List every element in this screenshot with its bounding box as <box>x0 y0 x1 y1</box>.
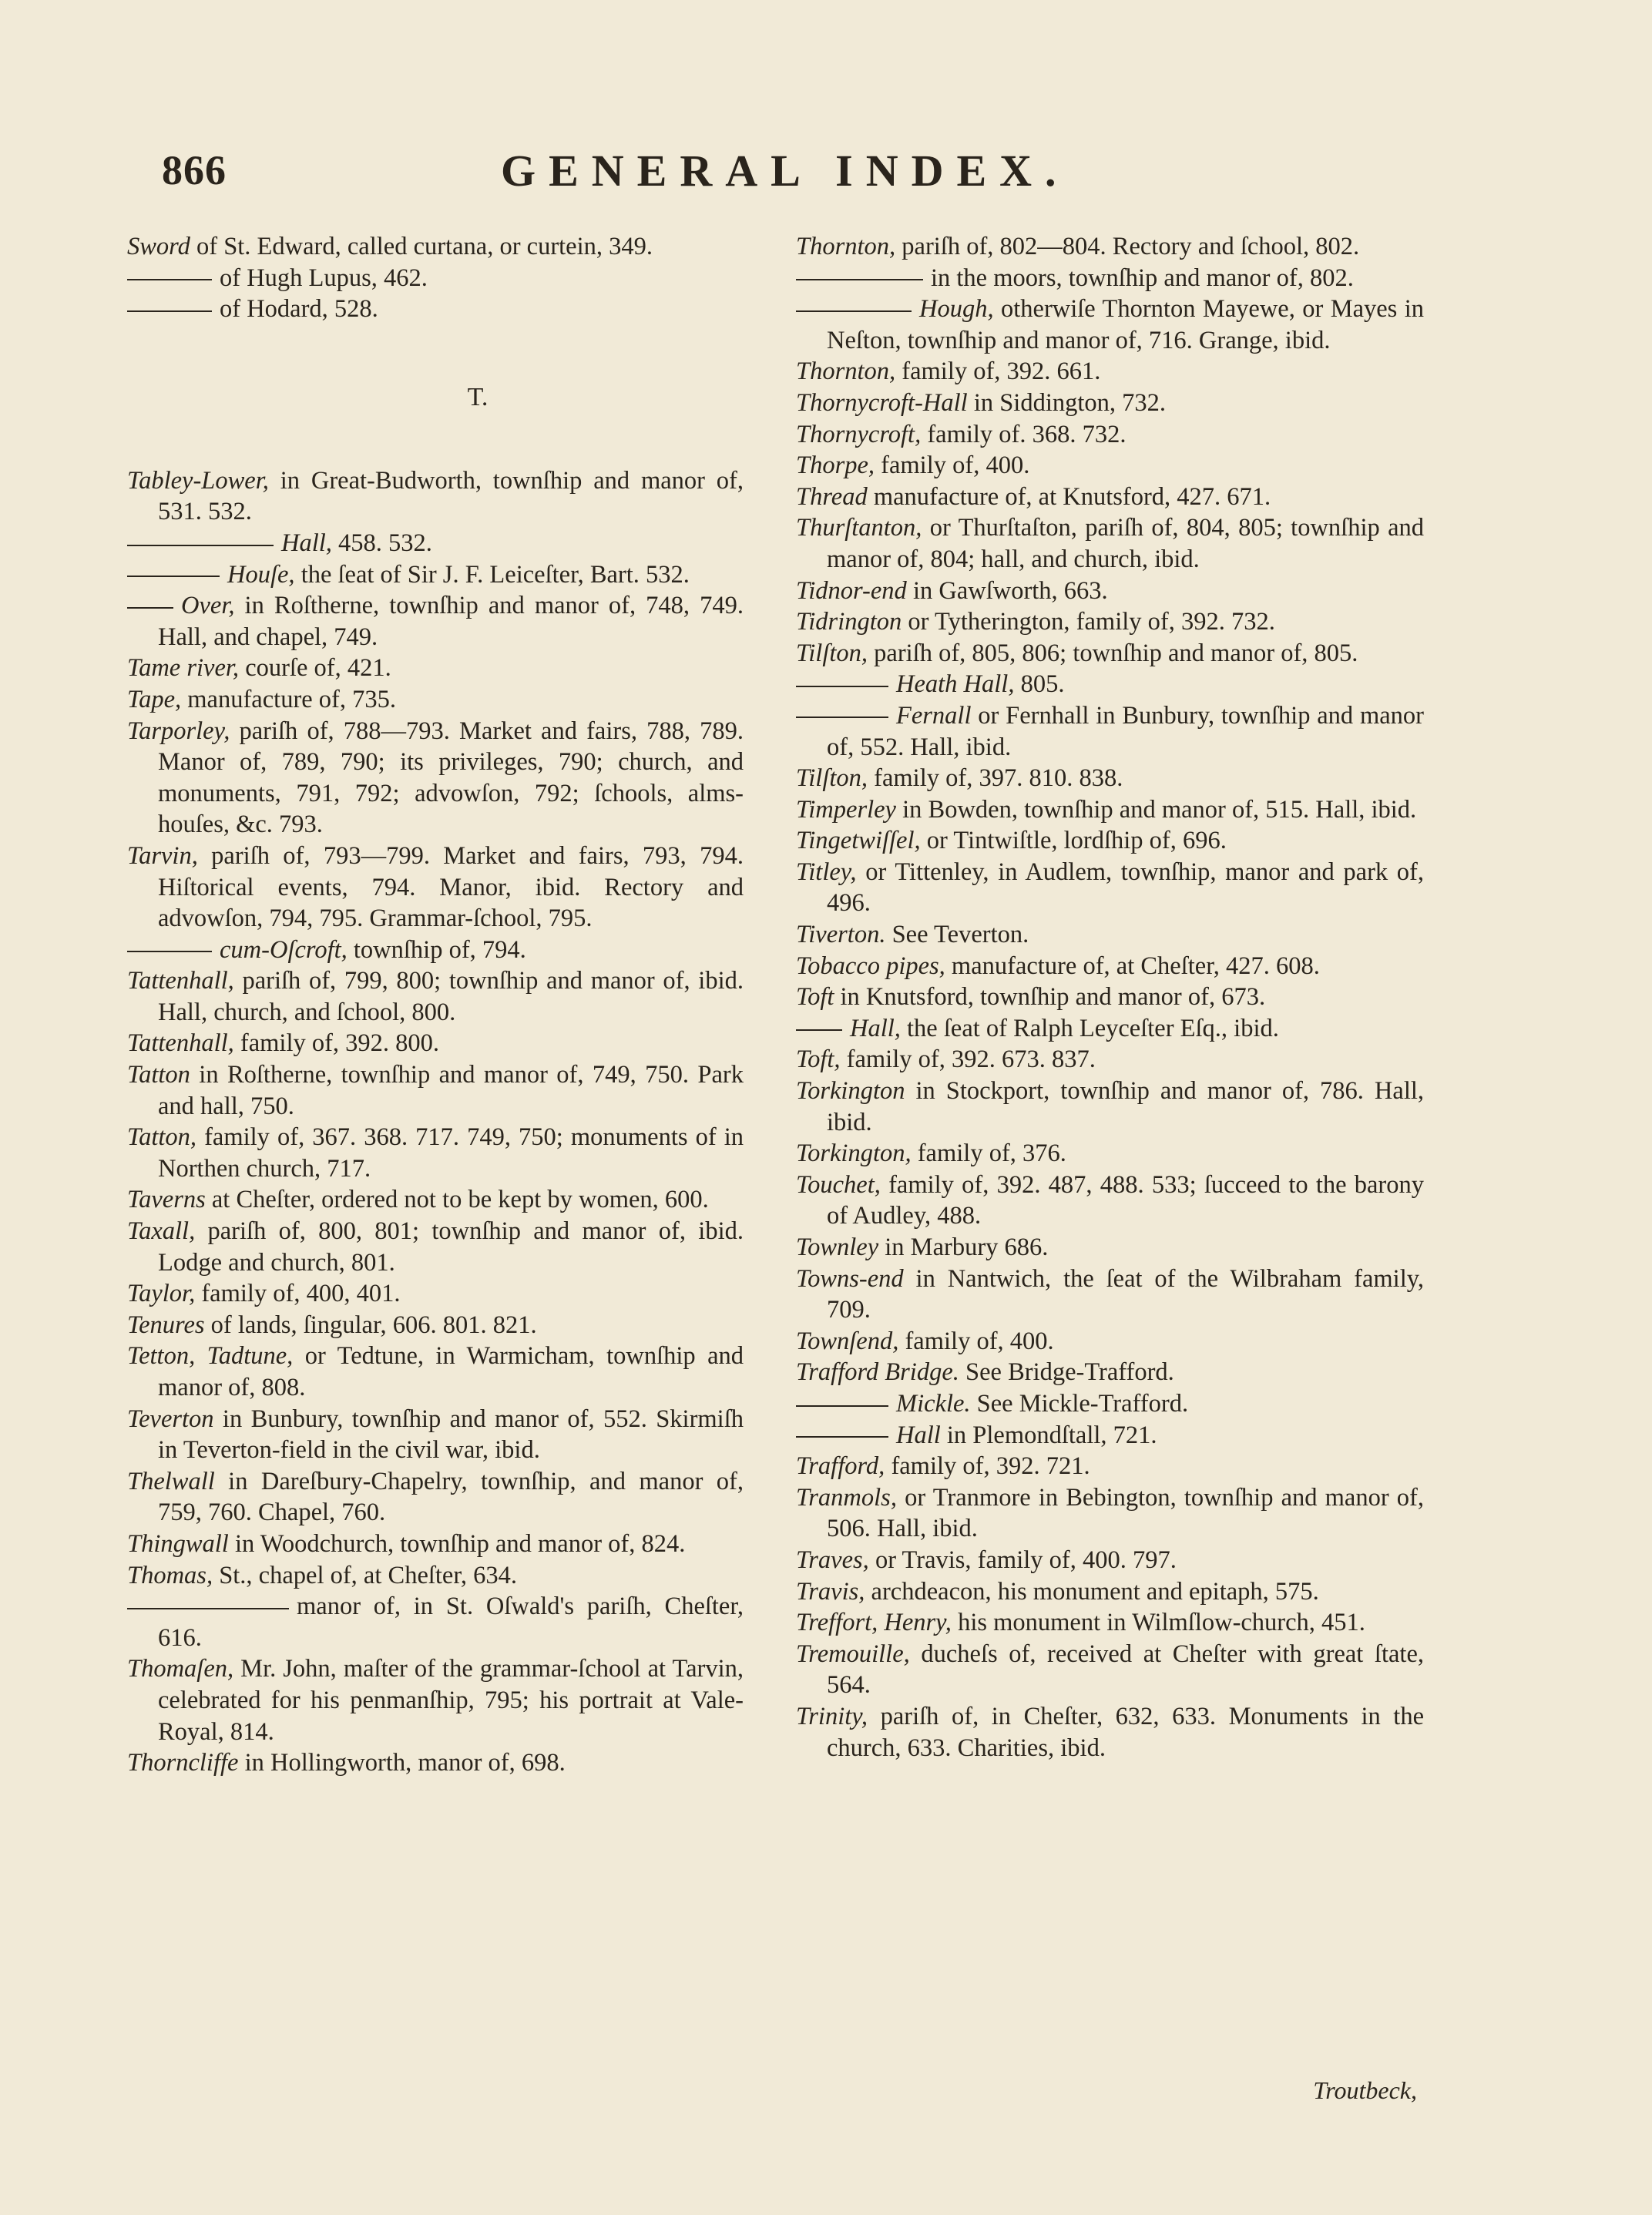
entry-text: family of, 400, 401. <box>195 1280 401 1308</box>
entry-text: 805. <box>1014 670 1065 699</box>
entry-text: in Hollingworth, manor of, 698. <box>238 1749 566 1777</box>
entry-text: in Roſtherne, townſhip and manor of, 748, 749. Hall, and chapel, 749. <box>158 592 744 651</box>
index-entry <box>796 857 1424 919</box>
page-number: 866 <box>162 147 227 193</box>
entry-head: Thomas, <box>127 1561 213 1589</box>
entry-text: his monument in Wilmſlow-church, 451. <box>951 1609 1365 1637</box>
entry-head: Sword <box>127 233 190 260</box>
entry-text: See Bridge-Trafford. <box>959 1358 1174 1387</box>
ditto-dash <box>796 1405 888 1407</box>
entry-head: Tilſton, <box>796 639 868 667</box>
left-column <box>127 231 744 1779</box>
index-entry <box>796 1420 1424 1451</box>
entry-head: Tarporley, <box>127 717 230 745</box>
index-entry <box>796 794 1424 826</box>
entry-text: in Gawſworth, 663. <box>906 576 1108 605</box>
entry-text: or Fernhall in Bunbury, townſhip and manor of, 552. Hall, ibid. <box>827 701 1424 761</box>
entry-head: Taxall, <box>127 1217 196 1246</box>
entry-head: Thornycroft-Hall <box>796 388 968 417</box>
entry-text: ducheſs of, received at Cheſter with great ſtate, 564. <box>827 1639 1424 1700</box>
ditto-dash <box>127 310 212 312</box>
entry-head: Travis, <box>796 1577 865 1606</box>
index-entry <box>127 1059 744 1122</box>
right-column <box>796 231 1424 1764</box>
index-entry <box>796 294 1424 356</box>
entry-head: Thurſtanton, <box>796 514 922 542</box>
index-entry <box>796 1326 1424 1358</box>
entry-text: St., chapel of, at Cheſter, 634. <box>213 1561 517 1589</box>
ditto-dash <box>796 1029 842 1031</box>
ditto-dash <box>127 576 220 577</box>
entry-subhead: Over, <box>181 592 235 620</box>
entry-text: townſhip of, 794. <box>347 935 526 964</box>
index-entry <box>127 1404 744 1466</box>
index-entry <box>796 263 1424 294</box>
catchword: Troutbeck, <box>1313 2076 1417 2104</box>
index-entry <box>127 965 744 1028</box>
index-entry <box>127 1028 744 1059</box>
entry-text: See Teverton. <box>885 921 1029 949</box>
entry-head: Tetton, Tadtune, <box>127 1342 294 1371</box>
entry-subhead: Hall <box>896 1421 941 1449</box>
entry-text: in Siddington, 732. <box>967 388 1167 417</box>
entry-head: Townſend, <box>796 1327 899 1355</box>
ditto-dash <box>127 607 173 609</box>
section-letter: T. <box>467 382 489 411</box>
index-entry <box>796 1013 1424 1045</box>
entry-head: Thelwall <box>127 1467 215 1495</box>
entry-subhead: Hough, <box>919 295 994 324</box>
index-entry <box>127 1529 744 1560</box>
index-entry <box>127 263 744 294</box>
index-entry <box>796 1576 1424 1608</box>
entry-head: Thorpe, <box>796 451 875 480</box>
entry-text: family of, 400. <box>875 451 1030 480</box>
ditto-dash <box>127 279 212 280</box>
entry-head: Trafford, <box>796 1452 885 1481</box>
entry-subhead: Houſe, <box>227 560 295 589</box>
index-entry <box>127 841 744 935</box>
index-entry <box>796 1170 1424 1232</box>
index-entry <box>796 951 1424 982</box>
index-entry <box>796 482 1424 513</box>
entry-head: Thorncliffe <box>127 1749 239 1777</box>
entry-text: at Cheſter, ordered not to be kept by women, 600. <box>205 1186 709 1214</box>
index-entry <box>796 669 1424 700</box>
entry-text: 458. 532. <box>331 529 432 557</box>
index-entry <box>796 1451 1424 1482</box>
index-entry <box>127 716 744 841</box>
entry-text: or Thurſtaſton, pariſh of, 804, 805; townſhip and manor of, 804; hall, and church, ibid. <box>827 514 1424 573</box>
entry-text: family of, 367. 368. 717. 749, 750; monuments of in Northen church, 717. <box>158 1123 744 1183</box>
entry-head: Touchet, <box>796 1170 881 1199</box>
entry-head: Thornton, <box>796 233 896 260</box>
entry-head: Taylor, <box>127 1280 196 1308</box>
index-entry <box>796 1044 1424 1076</box>
entry-head: Thread <box>796 482 868 511</box>
index-entry <box>127 559 744 591</box>
entry-text: in Knutsford, townſhip and manor of, 673. <box>834 983 1266 1012</box>
entry-text: pariſh of, 799, 800; townſhip and manor of, ibid. Hall, church, and ſchool, 800. <box>158 967 744 1026</box>
entry-head: Trinity, <box>796 1702 868 1730</box>
index-entry <box>796 231 1424 263</box>
entry-text: family of, 392. 800. <box>233 1029 440 1058</box>
index-entry <box>796 1357 1424 1388</box>
index-entry <box>127 1653 744 1747</box>
ditto-dash <box>796 686 888 687</box>
entry-text: pariſh of, 802—804. Rectory and ſchool, 802. <box>895 233 1360 260</box>
entry-text: family of, 397. 810. 838. <box>868 764 1123 793</box>
index-entry <box>796 1264 1424 1326</box>
index-entry <box>796 419 1424 451</box>
entry-head: Titley, <box>796 857 857 886</box>
entry-text: pariſh of, 805, 806; townſhip and manor of, 805. <box>868 639 1358 667</box>
entry-text: in Bunbury, townſhip and manor of, 552. Skirmiſh in Teverton-field in the civil war, ibid. <box>158 1405 744 1465</box>
entry-head: Treffort, Henry, <box>796 1609 952 1637</box>
index-entry <box>127 294 744 325</box>
index-entry <box>796 638 1424 670</box>
entry-text: in the moors, townſhip and manor of, 802. <box>931 263 1354 292</box>
entry-head: Tame river, <box>127 654 240 683</box>
index-entry <box>796 512 1424 575</box>
entry-head: Towns-end <box>796 1264 904 1293</box>
index-entry <box>796 700 1424 763</box>
entry-subhead: Hall, <box>850 1014 901 1042</box>
entry-text: in Marbury 686. <box>878 1233 1049 1261</box>
index-entry <box>796 606 1424 638</box>
entry-head: Tarvin, <box>127 841 198 870</box>
entry-text: or Tytherington, family of, 392. 732. <box>902 608 1275 636</box>
ditto-dash <box>796 310 912 312</box>
entry-head: Torkington, <box>796 1139 912 1168</box>
entry-head: Tattenhall, <box>127 1029 234 1058</box>
index-entry <box>127 1310 744 1341</box>
index-entry <box>796 1076 1424 1138</box>
entry-text: Mr. John, maſter of the grammar-ſchool at Tarvin, celebrated for his penmanſhip, 795; his portrait at Vale-Royal, 814. <box>158 1655 744 1746</box>
index-entry <box>127 1278 744 1310</box>
entry-head: Tatton <box>127 1061 190 1089</box>
entry-text: or Tranmore in Bebington, townſhip and manor of, 506. Hall, ibid. <box>827 1483 1424 1543</box>
entry-text: manor of, in St. Oſwald's pariſh, Cheſter, 616. <box>158 1592 744 1652</box>
index-entry <box>127 1560 744 1592</box>
entry-text: family of, 376. <box>911 1139 1066 1168</box>
ditto-dash <box>796 1436 888 1438</box>
entry-head: Timperley <box>796 795 896 824</box>
entry-text: otherwiſe Thornton Mayewe, or Mayes in Neſton, townſhip and manor of, 716. Grange, ibid. <box>827 295 1424 354</box>
entry-text: in Woodchurch, townſhip and manor of, 824. <box>228 1529 686 1558</box>
entry-head: Taverns <box>127 1186 206 1214</box>
index-entry <box>796 919 1424 951</box>
index-entry <box>796 1232 1424 1264</box>
entry-text: or Tedtune, in Warmicham, townſhip and manor of, 808. <box>158 1342 744 1401</box>
entry-head: Thornycroft, <box>796 420 922 448</box>
entry-head: Tenures <box>127 1311 205 1339</box>
entry-head: Tape, <box>127 685 182 713</box>
entry-text: family of, 392. 487, 488. 533; ſucceed to the barony of Audley, 488. <box>827 1170 1424 1230</box>
entry-text: in Nantwich, the ſeat of the Wilbraham family, 709. <box>827 1264 1424 1324</box>
entry-text: pariſh of, 788—793. Market and fairs, 788, 789. Manor of, 789, 790; its privileges, 790; church, and monuments, 791, 792; advowſon, 792; ſchools, alms-houſes, &c. 793. <box>158 717 744 839</box>
entry-head: Thingwall <box>127 1529 229 1558</box>
entry-text: family of. 368. 732. <box>921 420 1127 448</box>
entry-head: Townley <box>796 1233 879 1261</box>
entry-text: or Tittenley, in Audlem, townſhip, manor and park of, 496. <box>827 857 1424 918</box>
entry-head: Toft <box>796 983 834 1012</box>
index-entry <box>127 590 744 653</box>
entry-text: the ſeat of Sir J. F. Leiceſter, Bart. 532. <box>294 560 690 589</box>
entry-subhead: cum-Oſcroft, <box>220 935 348 964</box>
entry-text: family of, 392. 721. <box>885 1452 1090 1481</box>
entry-head: Tidrington <box>796 608 902 636</box>
entry-head: Toft, <box>796 1045 841 1074</box>
entry-text: family of, 392. 673. 837. <box>840 1045 1096 1074</box>
entry-head: Thornton, <box>796 357 896 386</box>
index-entry <box>796 1545 1424 1576</box>
index-entry <box>127 231 744 263</box>
entry-text: of Hugh Lupus, 462. <box>220 263 428 292</box>
entry-text: of St. Edward, called curtana, or curtein, 349. <box>190 233 653 260</box>
index-entry <box>127 528 744 559</box>
entry-head: Tidnor-end <box>796 576 907 605</box>
entry-head: Tabley-Lower, <box>127 466 269 495</box>
entry-text: manufacture of, 735. <box>181 685 397 713</box>
entry-text: of Hodard, 528. <box>220 295 378 324</box>
entry-text: manufacture of, at Cheſter, 427. 608. <box>945 951 1320 980</box>
entry-head: Tranmols, <box>796 1483 897 1512</box>
index-entry <box>127 1184 744 1216</box>
index-entry <box>127 684 744 716</box>
entry-head: Traves, <box>796 1545 869 1574</box>
entry-subhead: Mickle. <box>896 1389 971 1418</box>
ditto-dash <box>127 951 212 952</box>
index-entry <box>127 1122 744 1184</box>
entry-head: Tingetwiſſel, <box>796 827 921 855</box>
entry-head: Tobacco pipes, <box>796 951 945 980</box>
index-entry <box>796 1607 1424 1639</box>
entry-head: Tattenhall, <box>127 967 234 995</box>
index-entry <box>796 982 1424 1013</box>
ditto-dash <box>796 717 888 718</box>
entry-text: courſe of, 421. <box>239 654 391 683</box>
index-entry <box>127 1216 744 1278</box>
entry-head: Tremouille, <box>796 1639 910 1668</box>
entry-text: or Travis, family of, 400. 797. <box>868 1545 1177 1574</box>
ditto-dash <box>127 1608 289 1609</box>
entry-head: Tatton, <box>127 1123 197 1152</box>
index-entry <box>796 825 1424 857</box>
entry-head: Tilſton, <box>796 764 868 793</box>
index-entry <box>127 1341 744 1403</box>
entry-text: in Stockport, townſhip and manor of, 786. Hall, ibid. <box>827 1077 1424 1136</box>
entry-head: Teverton <box>127 1405 214 1433</box>
entry-text: in Plemondſtall, 721. <box>940 1421 1157 1449</box>
entry-head: Trafford Bridge. <box>796 1358 959 1387</box>
ditto-dash <box>127 545 274 546</box>
entry-text: of lands, ſingular, 606. 801. 821. <box>204 1311 537 1339</box>
entry-text: in Great-Budworth, townſhip and manor of, 531. 532. <box>158 466 744 526</box>
entry-text: in Dareſbury-Chapelry, townſhip, and manor of, 759, 760. Chapel, 760. <box>158 1467 744 1527</box>
running-title: GENERAL INDEX. <box>501 146 1069 196</box>
index-entry <box>796 388 1424 419</box>
ditto-dash <box>796 279 923 280</box>
entry-head: Thomaſen, <box>127 1655 234 1683</box>
entry-text: pariſh of, 793—799. Market and fairs, 793, 794. Hiſtorical events, 794. Manor, ibid. Rectory and advowſon, 794, 795. Grammar-ſchool, 795. <box>158 841 744 933</box>
entry-text: manufacture of, at Knutsford, 427. 671. <box>867 482 1271 511</box>
index-entry <box>796 1138 1424 1170</box>
index-entry <box>796 1482 1424 1545</box>
index-entry <box>796 1701 1424 1764</box>
index-entry <box>127 935 744 966</box>
entry-text: the ſeat of Ralph Leyceſter Eſq., ibid. <box>900 1014 1279 1042</box>
index-entry <box>127 1747 744 1779</box>
index-entry <box>127 465 744 528</box>
index-entry <box>796 763 1424 794</box>
entry-subhead: Hall, <box>281 529 332 557</box>
entry-text: pariſh of, in Cheſter, 632, 633. Monuments in the church, 633. Charities, ibid. <box>827 1702 1424 1762</box>
index-entry <box>796 356 1424 388</box>
index-entry <box>796 450 1424 482</box>
index-entry <box>127 1591 744 1653</box>
entry-text: archdeacon, his monument and epitaph, 575. <box>865 1577 1319 1606</box>
entry-text: or Tintwiſtle, lordſhip of, 696. <box>920 827 1227 855</box>
index-entry <box>127 1466 744 1529</box>
entry-head: Torkington <box>796 1077 905 1106</box>
index-entry <box>796 576 1424 607</box>
index-entry <box>796 1388 1424 1420</box>
entry-subhead: Fernall <box>896 701 972 730</box>
entry-text: family of, 400. <box>898 1327 1054 1355</box>
entry-text: in Bowden, townſhip and manor of, 515. Hall, ibid. <box>895 795 1417 824</box>
index-entry <box>127 653 744 684</box>
entry-text: See Mickle-Trafford. <box>970 1389 1189 1418</box>
entry-text: family of, 392. 661. <box>895 357 1101 386</box>
entry-subhead: Heath Hall, <box>896 670 1015 699</box>
index-entry <box>796 1639 1424 1701</box>
entry-text: pariſh of, 800, 801; townſhip and manor of, ibid. Lodge and church, 801. <box>158 1217 744 1277</box>
entry-text: in Roſtherne, townſhip and manor of, 749, 750. Park and hall, 750. <box>158 1061 744 1120</box>
entry-head: Tiverton. <box>796 921 886 949</box>
